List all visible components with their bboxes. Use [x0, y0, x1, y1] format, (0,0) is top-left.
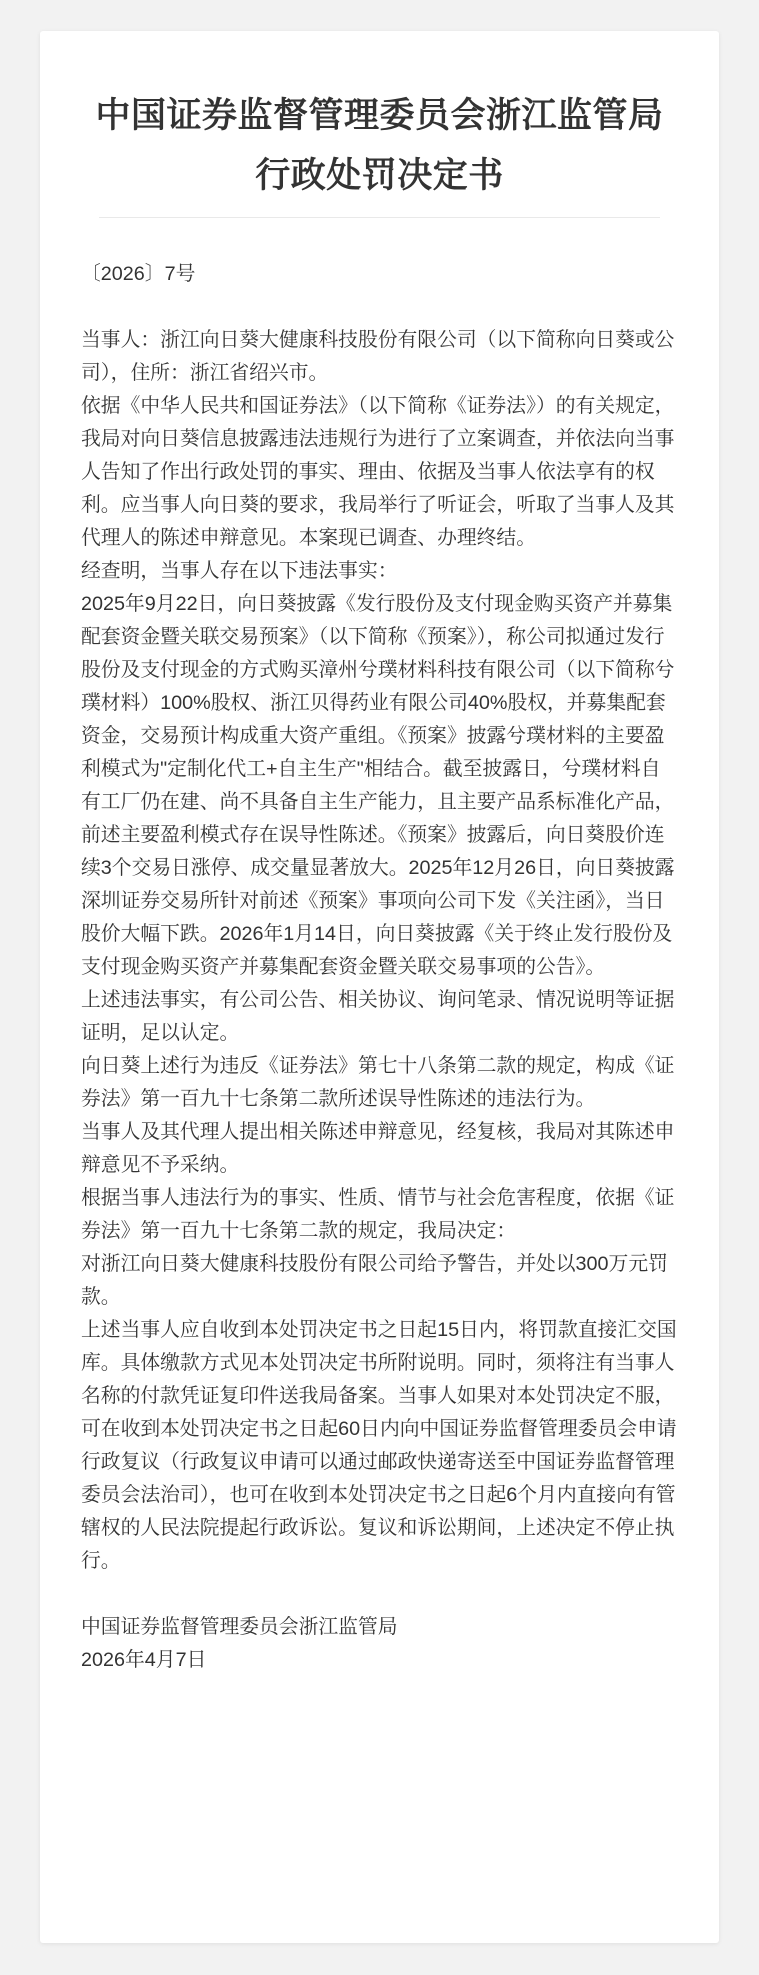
document-title-line1: 中国证券监督管理委员会浙江监管局	[95, 96, 664, 135]
body-paragraph: 当事人及其代理人提出相关陈述申辩意见，经复核，我局对其陈述申辩意见不予采纳。	[81, 1121, 675, 1176]
spacer	[81, 291, 678, 324]
body-paragraph: 根据当事人违法行为的事实、性质、情节与社会危害程度，依据《证券法》第一百九十七条第二款的规定，我局决定：	[81, 1187, 675, 1242]
body-paragraph: 上述当事人应自收到本处罚决定书之日起15日内，将罚款直接汇交国库。具体缴款方式见本处罚决定书所附说明。同时，须将注有当事人名称的付款凭证复印件送我局备案。当事人如果对本处罚决定不服，可在收到本处罚决定书之日起60日内向中国证券监督管理委员会申请行政复议（行政复议申请可以通过邮政快递寄送至中国证券监督管理委员会法治司），也可在收到本处罚决定书之日起6个月内直接向有管辖权的人民法院提起行政诉讼。复议和诉讼期间，上述决定不停止执行。	[81, 1319, 677, 1572]
body-paragraph: 经查明，当事人存在以下违法事实：	[81, 560, 398, 582]
body-paragraph: 上述违法事实，有公司公告、相关协议、询问笔录、情况说明等证据证明，足以认定。	[81, 989, 675, 1044]
document-title-line2: 行政处罚决定书	[255, 156, 504, 195]
signature-block	[81, 1611, 678, 1677]
issuer-line: 中国证券监督管理委员会浙江监管局	[81, 1616, 398, 1638]
date-line: 2026年4月7日	[81, 1649, 207, 1671]
body-paragraph: 向日葵上述行为违反《证券法》第七十八条第二款的规定，构成《证券法》第一百九十七条第二款所述误导性陈述的违法行为。	[81, 1055, 675, 1110]
body-paragraph: 对浙江向日葵大健康科技股份有限公司给予警告，并处以300万元罚款。	[81, 1253, 668, 1308]
title-divider	[99, 217, 660, 218]
document-number: 〔2026〕7号	[81, 263, 196, 285]
document-title	[81, 86, 678, 206]
body-paragraph: 依据《中华人民共和国证券法》（以下简称《证券法》）的有关规定，我局对向日葵信息披露违法违规行为进行了立案调查，并依法向当事人告知了作出行政处罚的事实、理由、依据及当事人依法享有的权利。应当事人向日葵的要求，我局举行了听证会，听取了当事人及其代理人的陈述申辩意见。本案现已调查、办理终结。	[81, 395, 675, 549]
body-paragraph: 当事人：浙江向日葵大健康科技股份有限公司（以下简称向日葵或公司），住所：浙江省绍兴市。	[81, 329, 675, 384]
spacer	[81, 1578, 678, 1611]
body-paragraph: 2025年9月22日，向日葵披露《发行股份及支付现金购买资产并募集配套资金暨关联交易预案》（以下简称《预案》），称公司拟通过发行股份及支付现金的方式购买漳州兮璞材料科技有限公司（以下简称兮璞材料）100%股权、浙江贝得药业有限公司40%股权，并募集配套资金，交易预计构成重大资产重组。《预案》披露兮璞材料的主要盈利模式为"定制化代工+自主生产"相结合。截至披露日，兮璞材料自有工厂仍在建、尚不具备自主生产能力，且主要产品系标准化产品，前述主要盈利模式存在误导性陈述。《预案》披露后，向日葵股价连续3个交易日涨停、成交量显著放大。2025年12月26日，向日葵披露深圳证券交易所针对前述《预案》事项向公司下发《关注函》，当日股价大幅下跌。2026年1月14日，向日葵披露《关于终止发行股份及支付现金购买资产并募集配套资金暨关联交易事项的公告》。	[81, 593, 675, 978]
document-card	[40, 31, 719, 1943]
document-body	[81, 324, 678, 1578]
